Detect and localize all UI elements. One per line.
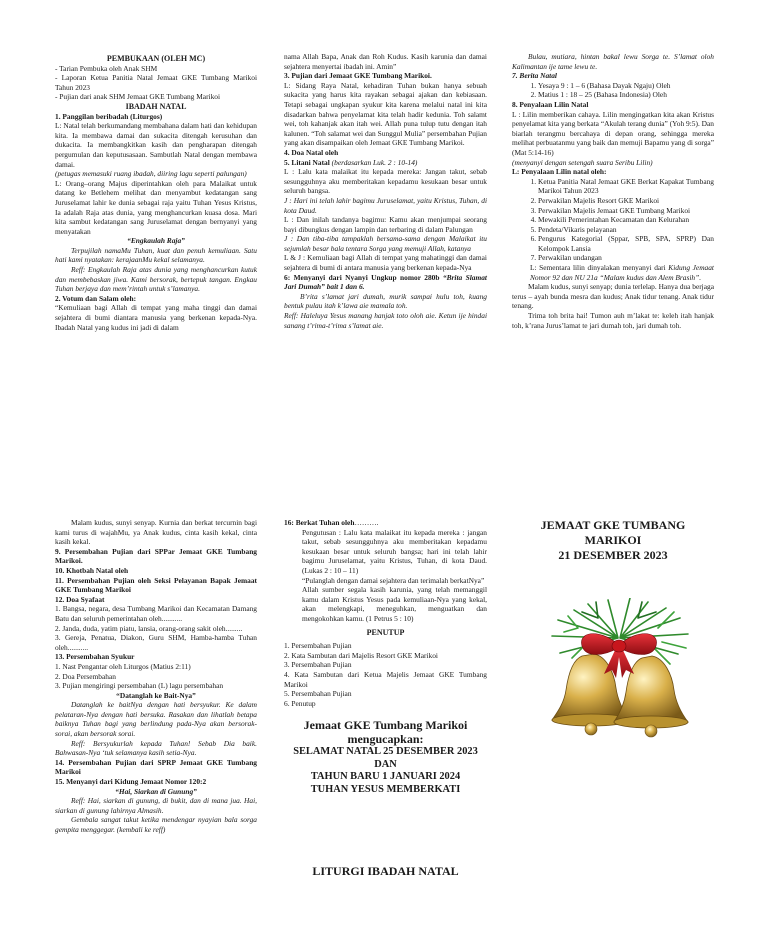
section-13-title: 13. Persembahan Syukur (55, 652, 135, 662)
closing-item: 2. Kata Sambutan dari Majelis Resort GKE Marikoi (284, 650, 438, 660)
section-5-note: (berdasarkan Luk. 2 : 10-14) (331, 157, 418, 167)
section-1-text: L: Natal telah berkumandang membahana dalam hati dan kehidupan kita. Ia membawa damai dan sukacita ditengah kerusuhan dan dukacita. Ia membangkitkan kasih dan pengharapan ditengah pergumulan dan keputusasaan. Sambutlah Natal dengan membawa damai. (55, 121, 257, 169)
greeting-christmas: SELAMAT NATAL 25 DESEMBER 2023 (293, 746, 478, 758)
section-1-note: (petugas memasuki ruang ibadah, diiring lagu seperti palungan) (55, 169, 247, 179)
section-9: 9. Persembahan Pujian dari SPPar Jemaat GKE Tumbang Marikoi. (55, 546, 257, 566)
offering-item: 1. Nast Pengantar oleh Liturgos (Matius 2:11) (55, 661, 191, 671)
song-verse: Malam kudus, sunyi senyap; dunia terlelap. Hanya dua berjaga terus – ayah bunda mesra dan kudus; Anak tidur tenang. Anak tidur tenang. (512, 282, 714, 311)
section-11: 11. Persembahan Pujian oleh Seksi Pelayanan Bapak Jemaat GKE Tumbang Marikoi (55, 575, 257, 595)
section-1-title: 1. Panggilan beribadah (Liturgos) (55, 111, 163, 121)
song-reff: Reff: Hai, siarkan di gunung, di bukit, dan di mana jua. Hai, siarkan di gunung lahirnya Almasih. (55, 796, 257, 815)
sending-text: Pengutusan : Lalu kata malaikat itu kepada mereka : jangan takut, sebab sesungguhnya aku memberitakan kepadamu kesukaan besar untuk seluruh bangsa; hari ini telah lahir bagimu Juruselamat, yaitu Kristus, Tuhan, di kota Daud. (Lukas 2 : 10 – 11) (302, 527, 487, 575)
litany-leader: L : Dan inilah tandanya bagimu: Kamu akan menjumpai seorang bayi dibungkus dengan lampin dan terbaring di dalam Palungan (284, 215, 487, 234)
litany-all: L & J : Kemuliaan bagi Allah di tempat yang mahatinggi dan damai sejahtera di bumi di antara manusia yang berkenan kepada-Nya (284, 253, 487, 273)
section-3-title: 3. Pujian dari Jemaat GKE Tumbang Marikoi. (284, 71, 432, 81)
reading-item: 2. Matius 1 : 18 – 25 (Bahasa Indonesia) Oleh (538, 90, 714, 100)
column-1 (55, 54, 257, 332)
closing-item: 3. Persembahan Pujian (284, 660, 352, 670)
song-reff: Reff: Bersyukurlah kepada Tuhan! Sebab Dia baik. Bahwasan-Nya ‘tuk selamanya kasih setia-Nya. (55, 738, 257, 758)
candle-song-intro: L: Sementara lilin dinyalakan menyanyi dari (530, 263, 666, 273)
section-16-title: 16: Berkat Tuhan oleh (284, 518, 355, 527)
song-verse: Datanglah ke baitNya dengan hati bersyukur. Ke dalam pelataran-Nya dengan hati bersuka. Rasakan dan lihatlah betapa baiknya Tuhan bagi yang berlindung pada-Nya akan bersorak-sorai, akan bersorak sorai. (55, 700, 257, 739)
offering-item: 3. Pujian mengiringi persembahan (L) lagu persembahan (55, 681, 224, 691)
section-8-note: (menyanyi dengan setengah suara Seribu Lilin) (512, 157, 653, 167)
reading-list (512, 81, 714, 100)
liturgy-title: LITURGI IBADAH NATAL (312, 864, 459, 878)
litany-leader: L : Lalu kata malaikat itu kepada mereka: Jangan takut, sebab sesungguhnya aku memberitakan kepadamu kesukaan besar untuk seluruh bangsa. (284, 167, 487, 196)
greeting-blessing: TUHAN YESUS MEMBERKATI (310, 784, 461, 796)
closing-item: 4. Kata Sambutan dari Ketua Majelis Jemaat GKE Tumbang Marikoi (284, 669, 487, 689)
column-4 (55, 518, 257, 835)
section-10: 10. Khotbah Natal oleh (55, 565, 129, 575)
song-title: “Hai, Siarkan di Gunung” (115, 786, 197, 796)
column-5 (284, 518, 487, 797)
section-3-text: L: Sidang Raya Natal, kehadiran Tuhan bukan hanya sebuah sukacita yang harus kita rayakan sebagai ajakan dan kebiasaan. Tetapi sebagai ungkapan syukur kita karena melalui natal ini kita disadarkan bahwa penyelamat kita telah hadir kedunia. Toh salamt wei, toh kahanjak akan itah wei. Allah puna tulup tutu dengan itah kalunen. “Toh salamat wei dan Sunggul Mulia” persembahan Pujian yang akan disampaikan oleh Jemaat GKE Tumbang Marikoi. (284, 80, 487, 148)
candle-song-ref: Kidung Jemaat Nomor 92 dan NU 21a “Malam kudus dan Alem Brasih”. (530, 263, 714, 282)
greeting-new-year: TAHUN BARU 1 JANUARI 2024 (310, 771, 461, 783)
section-1-text-2: L: Orang–orang Majus diperintahkan oleh para Malaikat untuk datang ke Betlehem melihat dan menyambut kedatangan sang Juruselamat lahir ke dunia sebagai raja yaitu Tuhan Yesus Kristus, Ia adalah Raja atas dunia, yang menghancurkan kuasa dosa. Mari kita sambut kedatangan sang Juruselamat dengan bernyanyi yang menyatakan (55, 178, 257, 236)
candle-list (512, 177, 714, 263)
section-2-text: “Kemuliaan bagi Allah di tempat yang maha tinggi dan damai sejahtera di bumi diantara manusia yang berkenan kepada-Nya. Ibadah Natal yang kudus ini jadi di dalam (55, 303, 257, 332)
song-verse: Trima toh brita hai! Tumon auh m’lakat te: keleh itah hanjak toh, k’rana Jurus’lamat te jari dumah toh, jari dumah toh. (512, 311, 714, 330)
closing-item: 6. Penutup (284, 698, 316, 708)
section-8-text: L : Lilin memberikan cahaya. Lilin mengingatkan kita akan Kristus penyelamat kita yang berkata “Akulah terang dunia” (Yoh 9:5). Dan biarlah terangmu bercahaya di depan orang, sehingga mereka melihat perbuatanmu yang baik dan memuji Bapamu yang di sorga” (Mat 5:14-16) (512, 109, 714, 157)
section-8-sub: L: Penyalaan Lilin natal oleh: (512, 167, 607, 177)
section-4-title: 4. Doa Natal oleh (284, 147, 339, 157)
candle-item: 3. Perwakilan Majelis Jemaat GKE Tumbang Marikoi (538, 206, 714, 216)
pembukaan-title: PEMBUKAAN (OLEH MC) (106, 54, 206, 63)
song-verse: B’rita s’lamat jari dumah, murik sampai hulu toh, kuang bentuk pulau itah k’lawa aie mamala toh. (284, 291, 487, 311)
continuation-text: nama Allah Bapa, Anak dan Roh Kudus. Kasih karunia dan damai sejahtera menyertai ibadah ini. Amin” (284, 52, 487, 71)
candle-item: 2. Perwakilan Majelis Resort GKE Marikoi (538, 196, 714, 206)
sending-text: “Pulanglah dengan damai sejahtera dan terimalah berkatNya” (302, 575, 485, 585)
litany-congregation: J : Hari ini telah lahir bagimu Juruselamat, yaitu Kristus, Tuhan, di kota Daud. (284, 195, 487, 215)
song-verse: Terpujilah namaMu Tuhan, kuat dan penuh kemuliaan. Satu hati kami nyatakan: kerajaanMu kekal selamanya. (55, 245, 257, 265)
offering-item: 2. Doa Persembahan (55, 671, 116, 681)
pembukaan-item: - Tarian Pembuka oleh Anak SHM (55, 63, 158, 73)
reading-item: 1. Yesaya 9 : 1 – 6 (Bahasa Dayak Ngaju) Oleh (538, 81, 714, 91)
section-15: 15. Menyanyi dari Kidung Jemaat Nomor 120:2 (55, 777, 207, 787)
closing-item: 5. Persembahan Pujian (284, 689, 352, 699)
blessing-text: Allah sumber segala kasih karunia, yang telah memanggil kamu dalam Kristus Yesus pada kemuliaan-Nya yang kekal, akan melengkapi, meneguhkan, menguatkan dan mengokohkan kamu. (1 Petrus 5 : 10) (302, 585, 487, 623)
section-5-title: 5. Litani Natal (284, 157, 330, 167)
greeting-church: Jemaat GKE Tumbang Marikoi (303, 718, 468, 733)
section-8-title: 8. Penyalaan Lilin Natal (512, 99, 589, 109)
cover-date: 21 DESEMBER 2023 (558, 548, 668, 562)
section-14: 14. Persembahan Pujian dari SPRP Jemaat GKE Tumbang Marikoi (55, 757, 257, 777)
section-7-title: 7. Berita Natal (512, 71, 557, 81)
section-6-song: “Brita Slamat Jari Dumah” bait 1 dan 6. (284, 272, 487, 292)
pembukaan-item: - Laporan Ketua Panitia Natal Jemaat GKE Tumbang Marikoi Tahun 2023 (55, 73, 257, 92)
section-2-title: 2. Votum dan Salam oleh: (55, 293, 137, 303)
cover-line: JEMAAT GKE TUMBANG (540, 518, 686, 532)
cover-line: MARIKOI (584, 533, 642, 547)
candle-item: 6. Pengurus Kategorial (Sppar, SPB, SPA, SPRP) Dan Kelompok Lansia (538, 234, 714, 253)
song-verse: Gembala sangat takut ketika mendengar nyayian bala sorga gempita menggegar. (kembali ke reff) (55, 815, 257, 834)
cover-title (512, 518, 714, 563)
candle-item: 1. Ketua Panitia Natal Jemaat GKE Berkat Kapakat Tumbang Marikoi Tahun 2023 (538, 177, 714, 196)
litany-congregation: J : Dan tiba-tiba tampaklah bersama-sama dengan Malaikat itu sejumlah besar bala tentara Sorga yang memuji Allah, katanya (284, 234, 487, 253)
section-16-dots: ………. (354, 518, 379, 527)
ibadah-title: IBADAH NATAL (125, 101, 187, 111)
song-title: “Datanglah ke Bait-Nya” (116, 690, 196, 700)
candle-item: 7. Perwakilan undangan (538, 253, 714, 263)
song-reff: Reff: Engkaulah Raja atas dunia yang menghancurkan kutuk dan membebaskan jiwa. Kami bersorak, bertepuk tangan. Engkau Tuhan berjaya dan mem’rintah untuk s’lamanya. (55, 265, 257, 294)
prayer-item: 3. Gereja, Penatua, Diakon, Guru SHM, Hamba-hamba Tuhan oleh........... (55, 633, 257, 652)
prayer-item: 2. Janda, duda, yatim piatu, lansia, orang-orang sakit oleh......... (55, 623, 243, 633)
candle-item: 5. Pendeta/Vikaris pelayanan (538, 225, 714, 235)
song-continuation: Bulau, mutiara, hintan bakal lewu Sorga te. S’lamat oloh Kalimantan ije tame lewu te. (512, 52, 714, 71)
pembukaan-item: - Pujian dari anak SHM Jemaat GKE Tumbang Marikoi (55, 92, 221, 102)
section-6-title: 6: Menyanyi dari Nyanyi Ungkup nomor 280b (284, 272, 440, 282)
closing-item: 1. Persembahan Pujian (284, 641, 352, 651)
column-3 (512, 52, 714, 330)
song-continuation: Malam kudus, sunyi senyap. Kurnia dan berkat tercurnin bagi kami turus di wajahMu, ya Anak kudus, cinta kasih kekal, cinta kasih kekal. (55, 518, 257, 547)
section-12-title: 12. Doa Syafaat (55, 594, 105, 604)
penutup-title: PENUTUP (366, 627, 405, 637)
prayer-item: 1. Bangsa, negara, desa Tumbang Marikoi dan Kecamatan Damang Batu dan seluruh pemerintahan oleh........... (55, 604, 257, 623)
greeting-says: mengucapkan: (347, 732, 424, 747)
candle-item: 4. Mewakili Pemerintahan Kecamatan dan Kelurahan (538, 215, 714, 225)
song-reff: Reff: Haleluya Yesus manang hanjak toto oloh aie. Ketun ije hindai sanang t’rima-t’rima s’lamat aie. (284, 311, 487, 330)
song-title: “Engkaulah Raja” (127, 236, 185, 246)
christmas-bells-icon (538, 598, 700, 748)
column-2 (284, 52, 487, 330)
greeting-and: DAN (374, 758, 397, 770)
